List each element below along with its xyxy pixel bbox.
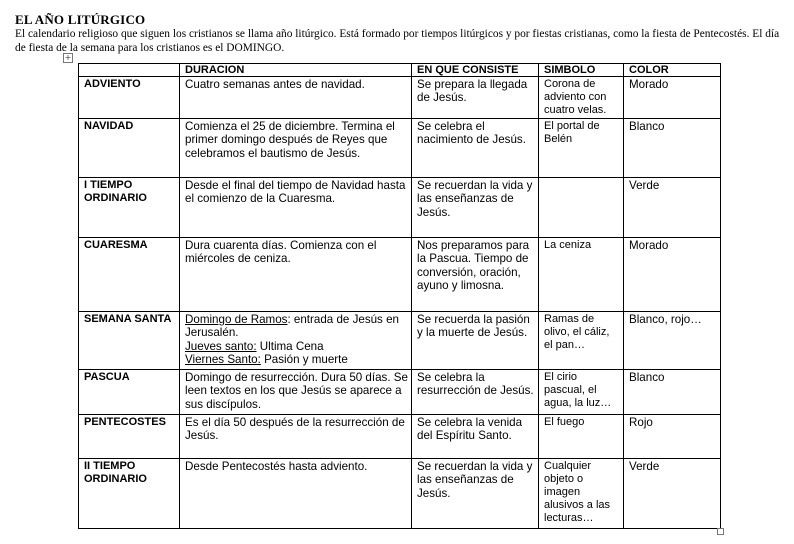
season-cell: PASCUA	[79, 370, 180, 415]
symbol-cell: Corona de adviento con cuatro velas.	[539, 77, 624, 119]
symbol-cell: La ceniza	[539, 238, 624, 312]
symbol-cell: Ramas de olivo, el cáliz, el pan…	[539, 312, 624, 370]
header-meaning: EN QUE CONSISTE	[412, 64, 539, 77]
meaning-cell: Se prepara la llegada de Jesús.	[412, 77, 539, 119]
meaning-cell: Nos preparamos para la Pascua. Tiempo de conversión, oración, ayuno y limosna.	[412, 238, 539, 312]
table-row	[79, 415, 721, 459]
duration-cell: Desde Pentecostés hasta adviento.	[180, 459, 412, 529]
table-row	[79, 77, 721, 119]
meaning-cell: Se recuerda la pasión y la muerte de Jesús.	[412, 312, 539, 370]
table-row	[79, 178, 721, 238]
color-cell: Verde	[624, 459, 721, 529]
season-cell: SEMANA SANTA	[79, 312, 180, 370]
table-row	[79, 238, 721, 312]
duration-cell: Domingo de resurrección. Dura 50 días. Se leen textos en los que Jesús se aparece a sus discípulos.	[180, 370, 412, 415]
duration-cell	[180, 312, 412, 370]
color-cell: Morado	[624, 238, 721, 312]
meaning-cell: Se celebra la venida del Espíritu Santo.	[412, 415, 539, 459]
table-resize-handle[interactable]	[717, 528, 724, 535]
duration-cell: Es el día 50 después de la resurrección de Jesús.	[180, 415, 412, 459]
color-cell: Blanco, rojo…	[624, 312, 721, 370]
color-cell: Blanco	[624, 119, 721, 178]
header-color: COLOR	[624, 64, 721, 77]
liturgical-year-table	[78, 63, 721, 529]
header-duration: DURACION	[180, 64, 412, 77]
meaning-cell: Se celebra el nacimiento de Jesús.	[412, 119, 539, 178]
holy-day-label: Jueves santo:	[185, 339, 257, 353]
symbol-cell: El portal de Belén	[539, 119, 624, 178]
intro-paragraph: El calendario religioso que siguen los cristianos se llama año litúrgico. Está formado por tiempos litúrgicos y por fiestas cristianas, como la fiesta de Pentecostés. El día de fiesta de la semana para los cristianos es el DOMINGO.	[15, 28, 780, 54]
table-header-row	[79, 64, 721, 77]
color-cell: Verde	[624, 178, 721, 238]
meaning-cell: Se celebra la resurrección de Jesús.	[412, 370, 539, 415]
meaning-cell: Se recuerdan la vida y las enseñanzas de Jesús.	[412, 178, 539, 238]
season-cell: PENTECOSTES	[79, 415, 180, 459]
season-cell: ADVIENTO	[79, 77, 180, 119]
table-move-handle[interactable]: +	[64, 53, 72, 62]
page-title: EL AÑO LITÚRGICO	[15, 12, 146, 27]
symbol-cell	[539, 178, 624, 238]
holy-day-label: Domingo de Ramos	[185, 313, 288, 326]
duration-cell: Comienza el 25 de diciembre. Termina el primer domingo después de Reyes que celebramos el bautismo de Jesús.	[180, 119, 412, 178]
season-cell: II TIEMPO ORDINARIO	[79, 459, 180, 529]
holy-day-text: Ultima Cena	[256, 339, 324, 353]
symbol-cell: Cualquier objeto o imagen alusivos a las lecturas…	[539, 459, 624, 529]
header-symbol: SIMBOLO	[539, 64, 624, 77]
color-cell: Blanco	[624, 370, 721, 415]
season-cell: NAVIDAD	[79, 119, 180, 178]
holy-day-label: Viernes Santo:	[185, 353, 261, 367]
meaning-cell: Se recuerdan la vida y las enseñanzas de Jesús.	[412, 459, 539, 529]
season-cell: I TIEMPO ORDINARIO	[79, 178, 180, 238]
holy-day-text: Pasión y muerte	[260, 353, 348, 367]
symbol-cell: El cirio pascual, el agua, la luz…	[539, 370, 624, 415]
color-cell: Morado	[624, 77, 721, 119]
duration-cell: Desde el final del tiempo de Navidad hasta el comienzo de la Cuaresma.	[180, 178, 412, 238]
duration-cell: Cuatro semanas antes de navidad.	[180, 77, 412, 119]
header-season	[79, 64, 180, 77]
table-row	[79, 459, 721, 529]
duration-cell: Dura cuarenta días. Comienza con el miércoles de ceniza.	[180, 238, 412, 312]
symbol-cell: El fuego	[539, 415, 624, 459]
table-row	[79, 312, 721, 370]
holy-day-text: : entrada de Jesús en Jerusalén.	[185, 313, 399, 340]
color-cell: Rojo	[624, 415, 721, 459]
table-row	[79, 119, 721, 178]
season-cell: CUARESMA	[79, 238, 180, 312]
table-row	[79, 370, 721, 415]
